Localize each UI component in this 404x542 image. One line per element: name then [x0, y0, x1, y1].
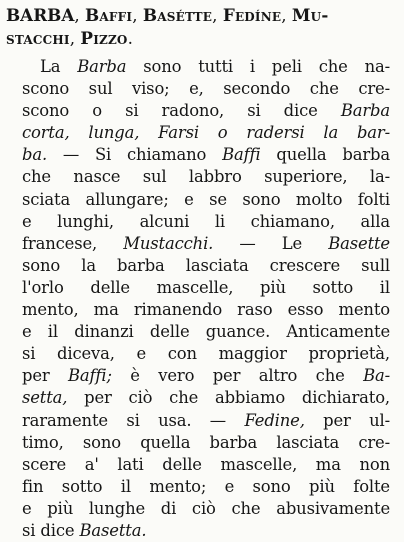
text-line — [22, 255, 390, 277]
text-run: — Si chiamano — [47, 145, 223, 165]
heading-separator: . — [127, 28, 133, 48]
headword-variant: Basétte — [142, 5, 213, 25]
text-run: per ul- — [304, 410, 390, 430]
heading-separator: , — [74, 5, 86, 25]
text-run: fin sotto il mento; e sono più folte — [22, 476, 390, 496]
text-line — [22, 387, 390, 409]
italic-term: Baffi; — [68, 366, 112, 386]
heading-separator: , — [281, 5, 292, 25]
text-run: l'orlo delle mascelle, più sotto il — [22, 277, 390, 297]
text-run: che nasce sul labbro superiore, la- — [22, 167, 390, 187]
italic-term: Mustacchi. — [123, 233, 214, 253]
text-line — [22, 299, 390, 321]
text-run: per — [22, 366, 68, 386]
headword-variant: Mu- — [291, 5, 329, 25]
italic-term: Fedine, — [244, 410, 305, 430]
text-run: e il dinanzi delle guance. Anticamente — [22, 322, 390, 342]
text-run: scono o si radono, si dice — [22, 101, 341, 121]
text-line — [22, 144, 390, 166]
text-line — [22, 410, 390, 432]
text-line — [22, 277, 390, 299]
entry-body — [22, 56, 390, 542]
italic-term: Ba- — [363, 366, 390, 386]
text-run: sciata allungare; e se sono molto folti — [22, 189, 390, 209]
italic-term: Barba — [340, 101, 390, 121]
italic-term: Barba — [77, 57, 127, 76]
italic-term: Basetta. — [79, 520, 147, 540]
headword-variant: Pizzo — [80, 28, 128, 48]
italic-term: Basette — [328, 233, 390, 253]
headword-variant: stacchi — [6, 28, 70, 48]
italic-term: Baffi — [222, 145, 261, 165]
text-run: La — [40, 57, 78, 76]
text-run: e lunghi, alcuni li chiamano, alla — [22, 211, 390, 231]
headword-variant: Baffi — [85, 5, 133, 25]
text-run: scono sul viso; e, secondo che cre- — [22, 79, 390, 99]
text-run: mento, ma rimanendo raso esso mento — [22, 300, 390, 320]
text-line — [22, 211, 390, 233]
text-line — [22, 476, 390, 498]
text-run: raramente si usa. — — [22, 410, 245, 430]
text-line — [22, 56, 390, 78]
text-run: — Le — [213, 233, 329, 253]
text-line — [22, 520, 390, 542]
text-line — [22, 189, 390, 211]
heading-separator: , — [212, 5, 223, 25]
headword-variant: Fedíne — [222, 5, 282, 25]
italic-term: setta, — [22, 388, 68, 408]
text-line — [22, 454, 390, 476]
entry-heading — [6, 4, 390, 50]
italic-term: ba. — [22, 145, 48, 165]
text-run: per ciò che abbiamo dichiarato, — [67, 388, 390, 408]
text-run: e più lunghe di ciò che abusivamente — [22, 498, 390, 518]
text-line — [22, 78, 390, 100]
text-line — [22, 343, 390, 365]
text-run: quella barba — [260, 145, 390, 165]
text-line — [22, 233, 390, 255]
headword: BARBA — [6, 5, 75, 25]
heading-separator: , — [69, 28, 81, 48]
heading-separator: , — [132, 5, 143, 25]
italic-term: corta, lunga, Farsi o radersi la bar- — [22, 123, 390, 143]
text-run: si diceva, e con maggior proprietà, — [22, 344, 390, 364]
entry-heading-line-2 — [6, 27, 390, 50]
text-run: si dice — [22, 520, 80, 540]
text-run: timo, sono quella barba lasciata cre- — [22, 432, 390, 452]
text-line — [22, 432, 390, 454]
text-line — [22, 100, 390, 122]
text-line — [22, 365, 390, 387]
text-run: sono tutti i peli che na- — [126, 57, 390, 76]
text-line — [22, 321, 390, 343]
entry-heading-line-1 — [6, 4, 390, 27]
text-line — [22, 122, 390, 144]
text-run: è vero per altro che — [111, 366, 364, 386]
text-run: scere a' lati delle mascelle, ma non — [22, 454, 390, 474]
text-line — [22, 166, 390, 188]
text-line — [22, 498, 390, 520]
text-run: francese, — [22, 233, 124, 253]
text-run: sono la barba lasciata crescere sull — [22, 255, 390, 275]
